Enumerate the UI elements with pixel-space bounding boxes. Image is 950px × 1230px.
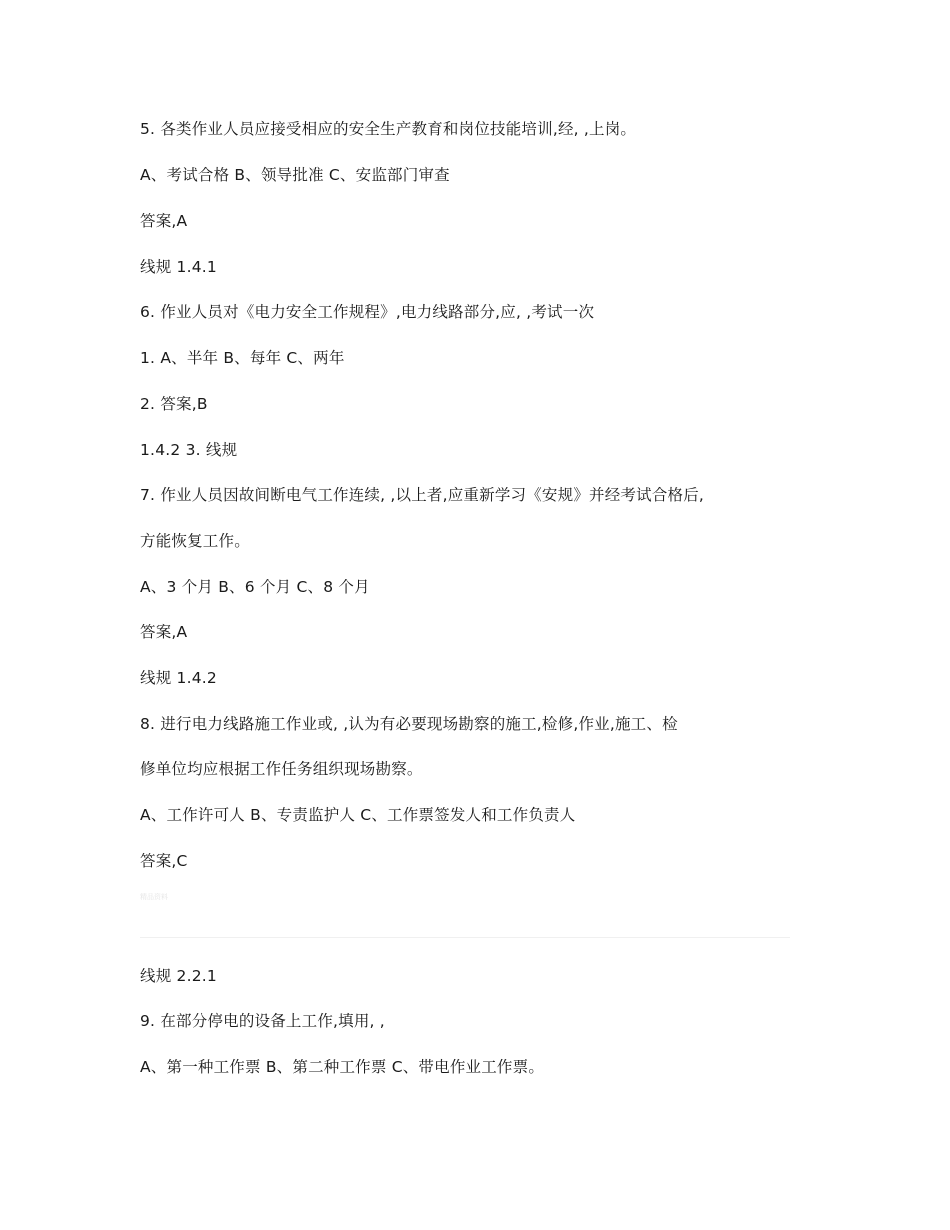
page-divider [140, 937, 790, 938]
question-5-options: A、考试合格 B、领导批准 C、安监部门审查 [140, 166, 450, 184]
question-7-options: A、3 个月 B、6 个月 C、8 个月 [140, 578, 370, 596]
question-6-text: 6. 作业人员对《电力安全工作规程》,电力线路部分,应, ,考试一次 [140, 303, 595, 321]
question-6-options: 1. A、半年 B、每年 C、两年 [140, 349, 345, 367]
question-5-answer: 答案,A [140, 212, 188, 230]
question-6-reference: 1.4.2 3. 线规 [140, 441, 238, 459]
question-7-answer: 答案,A [140, 623, 188, 641]
question-9-text: 9. 在部分停电的设备上工作,填用, , [140, 1012, 385, 1030]
question-8-options: A、工作许可人 B、专责监护人 C、工作票签发人和工作负责人 [140, 806, 576, 824]
question-5-text: 5. 各类作业人员应接受相应的安全生产教育和岗位技能培训,经, ,上岗。 [140, 120, 637, 138]
question-8-reference: 线规 2.2.1 [140, 967, 217, 985]
question-8-text-cont: 修单位均应根据工作任务组织现场勘察。 [140, 760, 423, 778]
question-5-reference: 线规 1.4.1 [140, 258, 217, 276]
question-8-text: 8. 进行电力线路施工作业或, ,认为有必要现场勘察的施工,检修,作业,施工、检 [140, 715, 678, 733]
question-6-answer: 2. 答案,B [140, 395, 208, 413]
question-7-text: 7. 作业人员因故间断电气工作连续, ,以上者,应重新学习《安规》并经考试合格后, [140, 486, 705, 504]
question-7-text-cont: 方能恢复工作。 [140, 532, 250, 550]
question-8-answer: 答案,C [140, 852, 188, 870]
footer-watermark: 精品资料 [140, 893, 168, 901]
question-9-options: A、第一种工作票 B、第二种工作票 C、带电作业工作票。 [140, 1058, 545, 1076]
question-7-reference: 线规 1.4.2 [140, 669, 217, 687]
